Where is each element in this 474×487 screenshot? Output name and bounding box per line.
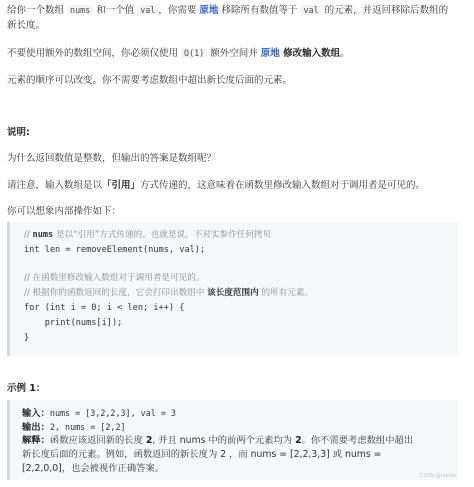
input-value: nums = [3,2,2,3], val = 3 bbox=[49, 408, 176, 418]
reference-note bbox=[7, 178, 468, 194]
code-line-7: } bbox=[24, 333, 30, 343]
code-val: val bbox=[137, 5, 158, 15]
extra-space-paragraph bbox=[7, 45, 468, 62]
explanation-question: 为什么返回数值是整数，但输出的答案是数组呢？ bbox=[7, 153, 217, 164]
code-line-3: // 在函数里修改输入数组对于调用者是可见的。 bbox=[24, 273, 205, 283]
example-explanation bbox=[22, 434, 450, 448]
explain-text: 函数应该返回新的长度 bbox=[49, 435, 146, 446]
example-input bbox=[22, 406, 450, 421]
reference-note-text: 方式传递的，这意味着在函数里修改输入数组对于调用者是可见的。 bbox=[140, 180, 426, 191]
code-nums: nums bbox=[67, 5, 93, 15]
intro-paragraph bbox=[7, 2, 468, 19]
example-explanation-line3: [2,2,0,0]，也会被视作正确答案。 bbox=[22, 463, 165, 474]
code-line-6: print(nums[i]); bbox=[24, 318, 123, 328]
output-label: 输出： bbox=[22, 422, 50, 433]
in-place-highlight: 原地 bbox=[260, 48, 280, 59]
intro-text: 的元素，并返回移除后数组的 bbox=[321, 5, 449, 16]
intro-text: 给你一个数组 bbox=[7, 5, 68, 16]
example-block bbox=[7, 400, 458, 480]
code-line-2: int len = removeElement(nums, val); bbox=[24, 245, 206, 255]
explain-bold: 2 bbox=[145, 435, 153, 446]
code-line-1: // nums 是以“引用”方式传递的。也就是说，不对实参作任何拷贝 bbox=[24, 230, 272, 240]
input-label: 输入： bbox=[22, 408, 50, 419]
code-val: val bbox=[300, 5, 321, 15]
modify-input-bold: 修改输入数组 bbox=[279, 48, 341, 59]
watermark: CSDN @njxidu bbox=[419, 473, 456, 479]
extra-space-text: 不要使用额外的数组空间，你必须仅使用 bbox=[7, 48, 182, 59]
imagine-text: 你可以想象内部操作如下： bbox=[7, 206, 122, 217]
code-line-4: // 根据你的函数返回的长度，它会打印出数组中 该长度范围内 的所有元素。 bbox=[24, 288, 314, 298]
reference-bold: 「引用」 bbox=[102, 180, 141, 191]
reference-note-text: 请注意，输入数组是以 bbox=[7, 180, 103, 191]
code-block bbox=[7, 222, 458, 356]
explain-text: 。你不需要考虑数组中超出 bbox=[301, 435, 414, 446]
example-title: 示例 1： bbox=[7, 383, 46, 394]
intro-text: ，你需要 bbox=[158, 5, 200, 16]
explain-text: , 并且 nums 中的前两个元素均为 bbox=[152, 435, 296, 446]
extra-space-text: 。 bbox=[340, 48, 350, 59]
explain-bold: 2 bbox=[295, 435, 302, 446]
intro-text: 移除所有数值等于 bbox=[218, 5, 301, 16]
output-value: 2, nums = [2,2] bbox=[49, 422, 126, 432]
code-o1: O(1) bbox=[181, 48, 207, 58]
example-output bbox=[22, 420, 450, 435]
extra-space-text: 额外空间并 bbox=[207, 48, 261, 59]
intro-text: 和一个值 bbox=[93, 5, 138, 16]
example-explanation-line2: 新长度后面的元素。例如，函数返回的新长度为 2 ，而 nums = [2,2,3,3] 或 nums = bbox=[22, 449, 382, 460]
in-place-highlight: 原地 bbox=[199, 5, 219, 16]
intro-paragraph-line2: 新长度。 bbox=[7, 20, 46, 31]
code-line-5: for (int i = 0; i < len; i++) { bbox=[24, 303, 185, 313]
explain-label: 解释： bbox=[22, 435, 50, 446]
explanation-title: 说明: bbox=[7, 127, 30, 138]
order-note: 元素的顺序可以改变。你不需要考虑数组中超出新长度后面的元素。 bbox=[7, 75, 293, 86]
